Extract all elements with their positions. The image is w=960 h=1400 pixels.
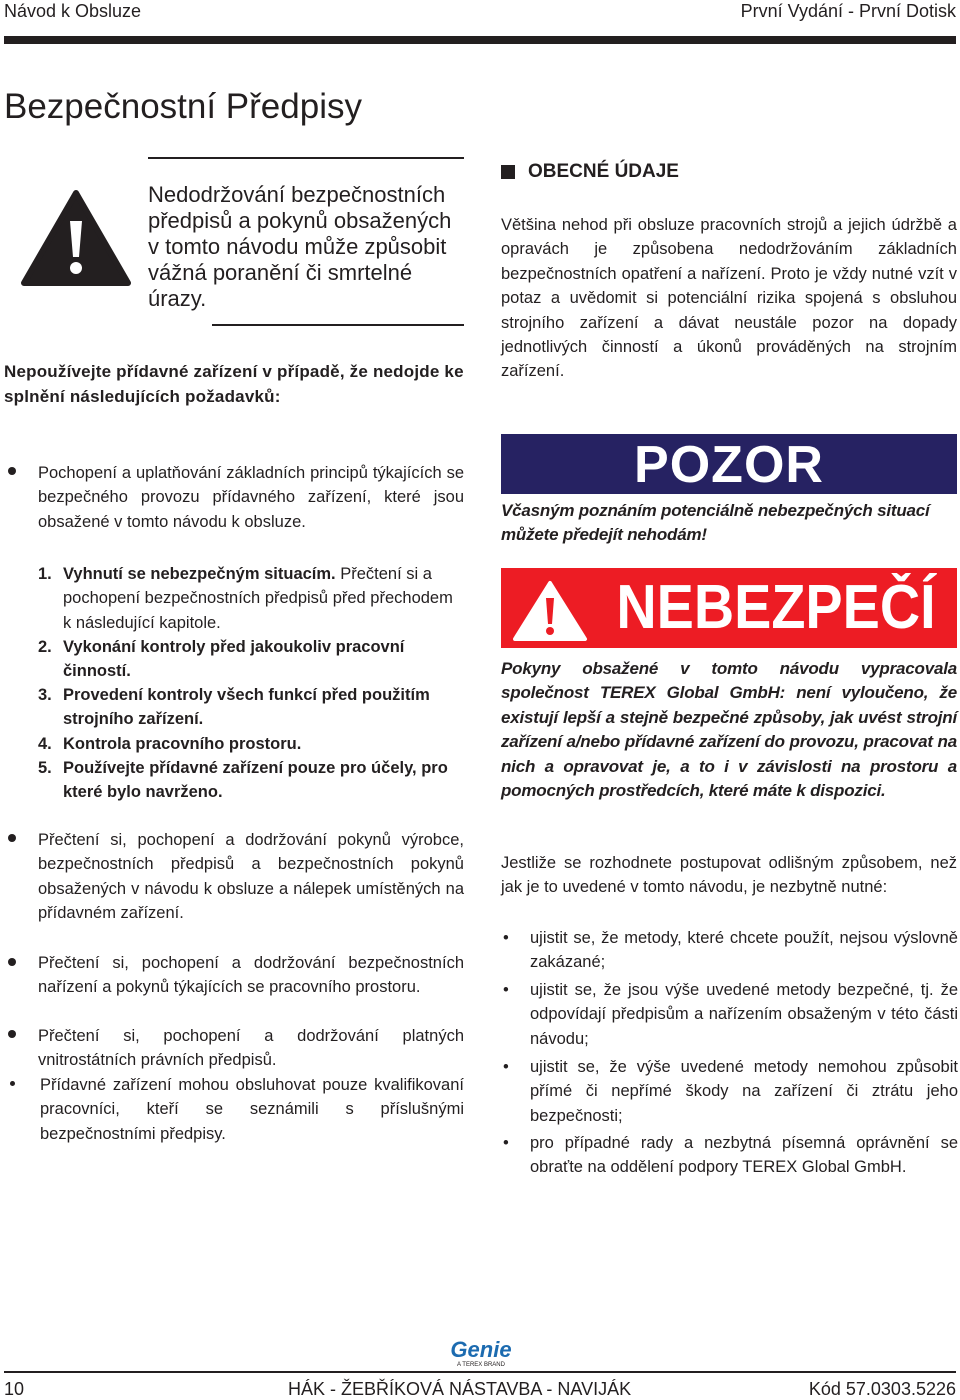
danger-triangle-icon xyxy=(512,580,588,642)
numbered-item-2 xyxy=(38,635,464,684)
item-number: 1. xyxy=(38,565,52,583)
bullet-icon xyxy=(10,1081,15,1086)
item-number: 4. xyxy=(38,735,52,753)
header-edition: První Vydání - První Dotisk xyxy=(740,1,956,21)
item-bold-text: Vyhnutí se nebezpečným situacím. xyxy=(63,565,336,583)
section-heading: OBECNÉ ÚDAJE xyxy=(528,161,679,182)
item-number: 3. xyxy=(38,686,52,704)
nebezpeci-label: NEBEZPEČÍ xyxy=(616,573,936,642)
requirement-legal-regulations: Přečtení si, pochopení a dodržování platných vnitrostátních právních předpisů. xyxy=(38,1027,464,1070)
item-number: 5. xyxy=(38,759,52,777)
general-info-text: Většina nehod při obsluze pracovních strojů a jejich údržbě a opravách je způsobena nedodržováním základních bezpečnostních opatření a nařízení. Proto je vždy nutné vzít v potaz a uvědomit si potenciální rizika spojená s obsluhou strojního zařízení a dávat neustále pozor na dopady jednotlivých činností a úkonů prováděných na strojním zařízení. xyxy=(501,216,957,381)
bullet-icon: • xyxy=(503,929,509,947)
bullet-icon xyxy=(8,467,16,475)
header-divider xyxy=(4,36,956,44)
condition-item-4: pro případné rady a nezbytná písemná oprávnění se obraťte na oddělení podpory TEREX Global GmbH. xyxy=(530,1134,958,1177)
requirements-lead: Nepoužívejte přídavné zařízení v případě, že nedojde ke splnění následujících požadavků: xyxy=(4,362,464,406)
genie-logo: Genie xyxy=(450,1337,512,1362)
warning-triangle-icon xyxy=(20,189,132,287)
bullet-icon: • xyxy=(503,981,509,999)
footer-title: HÁK - ŽEBŘÍKOVÁ NÁSTAVBA - NAVIJÁK xyxy=(288,1379,632,1399)
alternative-methods-intro: Jestliže se rozhodnete postupovat odlišným způsobem, než jak je to uvedené v tomto návodu, je nezbytně nutné: xyxy=(501,854,957,897)
condition-item-3: ujistit se, že výše uvedené metody nemohou způsobit přímé či nepřímé škody na zařízení či ztrátu jeho bezpečnosti; xyxy=(530,1058,958,1125)
numbered-item-1 xyxy=(38,562,464,635)
item-bold-text: Kontrola pracovního prostoru. xyxy=(63,735,302,753)
logo-tagline: A TEREX BRAND xyxy=(457,1362,505,1368)
document-code: Kód 57.0303.5226 xyxy=(808,1379,956,1399)
warning-bottom-rule xyxy=(212,324,464,326)
item-bold-text: Používejte přídavné zařízení pouze pro účely, pro které bylo navrženo. xyxy=(63,759,448,802)
item-bold-text: Vykonání kontroly před jakoukoliv pracovní činností. xyxy=(63,638,405,681)
bullet-icon xyxy=(8,1030,16,1038)
condition-item-1: ujistit se, že metody, které chcete použít, nejsou výslovně zakázané; xyxy=(530,929,958,972)
bullet-icon xyxy=(8,834,16,842)
item-number: 2. xyxy=(38,638,52,656)
bullet-icon: • xyxy=(503,1058,509,1076)
condition-item-2: ujistit se, že jsou výše uvedené metody bezpečné, tj. že odpovídají předpisům a nařízením obsaženým v této části návodu; xyxy=(530,981,958,1048)
header-manual-title: Návod k Obsluze xyxy=(4,1,142,21)
page-title: Bezpečnostní Předpisy xyxy=(4,87,362,126)
requirement-manufacturer-instructions: Přečtení si, pochopení a dodržování pokynů výrobce, bezpečnostních předpisů a bezpečnostních pokynů obsažených v návodu k obsluze a nálepek umístěných na přídavném zařízení. xyxy=(38,831,464,923)
numbered-item-3 xyxy=(38,683,464,732)
section-square-icon xyxy=(501,165,515,179)
numbered-item-4 xyxy=(38,732,464,756)
requirement-workplace-rules: Přečtení si, pochopení a dodržování bezpečnostních nařízení a pokynů týkajících se pracovního prostoru. xyxy=(38,954,464,997)
requirement-principles: Pochopení a uplatňování základních principů týkajících se bezpečného provozu přídavného zařízení, které jsou obsažené v tomto návodu k obsluze. xyxy=(38,464,464,531)
item-text: Přečtení si a pochopení bezpečnostních předpisů před přechodem k následující kapitole. xyxy=(63,565,453,632)
page-number: 10 xyxy=(4,1379,25,1399)
requirement-qualified-operators: Přídavné zařízení mohou obsluhovat pouze kvalifikovaní pracovníci, kteří se seznámili s příslušnými bezpečnostními předpisy. xyxy=(40,1076,464,1143)
pozor-label: POZOR xyxy=(634,436,824,494)
numbered-item-5 xyxy=(38,756,464,805)
bullet-icon: • xyxy=(503,1134,509,1152)
nebezpeci-text: Pokyny obsažené v tomto návodu vypracovala společnost TEREX Global GmbH: není vyloučeno, že existují lepší a stejně bezpečné způsoby, jak uvést strojní zařízení a/nebo přídavné zařízení do provozu, pracovat na nich a opravovat je, a to i v závislosti na prostoru a pomocných prostředcích, které máte k dispozici. xyxy=(501,659,957,801)
warning-message: Nedodržování bezpečnostních předpisů a pokynů obsažených v tomto návodu může způsobit vážná poranění či smrtelné úrazy. xyxy=(148,182,452,311)
warning-top-rule xyxy=(148,157,464,159)
bullet-icon xyxy=(8,958,16,966)
item-bold-text: Provedení kontroly všech funkcí před použitím strojního zařízení. xyxy=(63,686,430,729)
footer-divider xyxy=(4,1371,956,1373)
pozor-text: Včasným poznáním potenciálně nebezpečných situací můžete předejít nehodám! xyxy=(501,501,930,545)
